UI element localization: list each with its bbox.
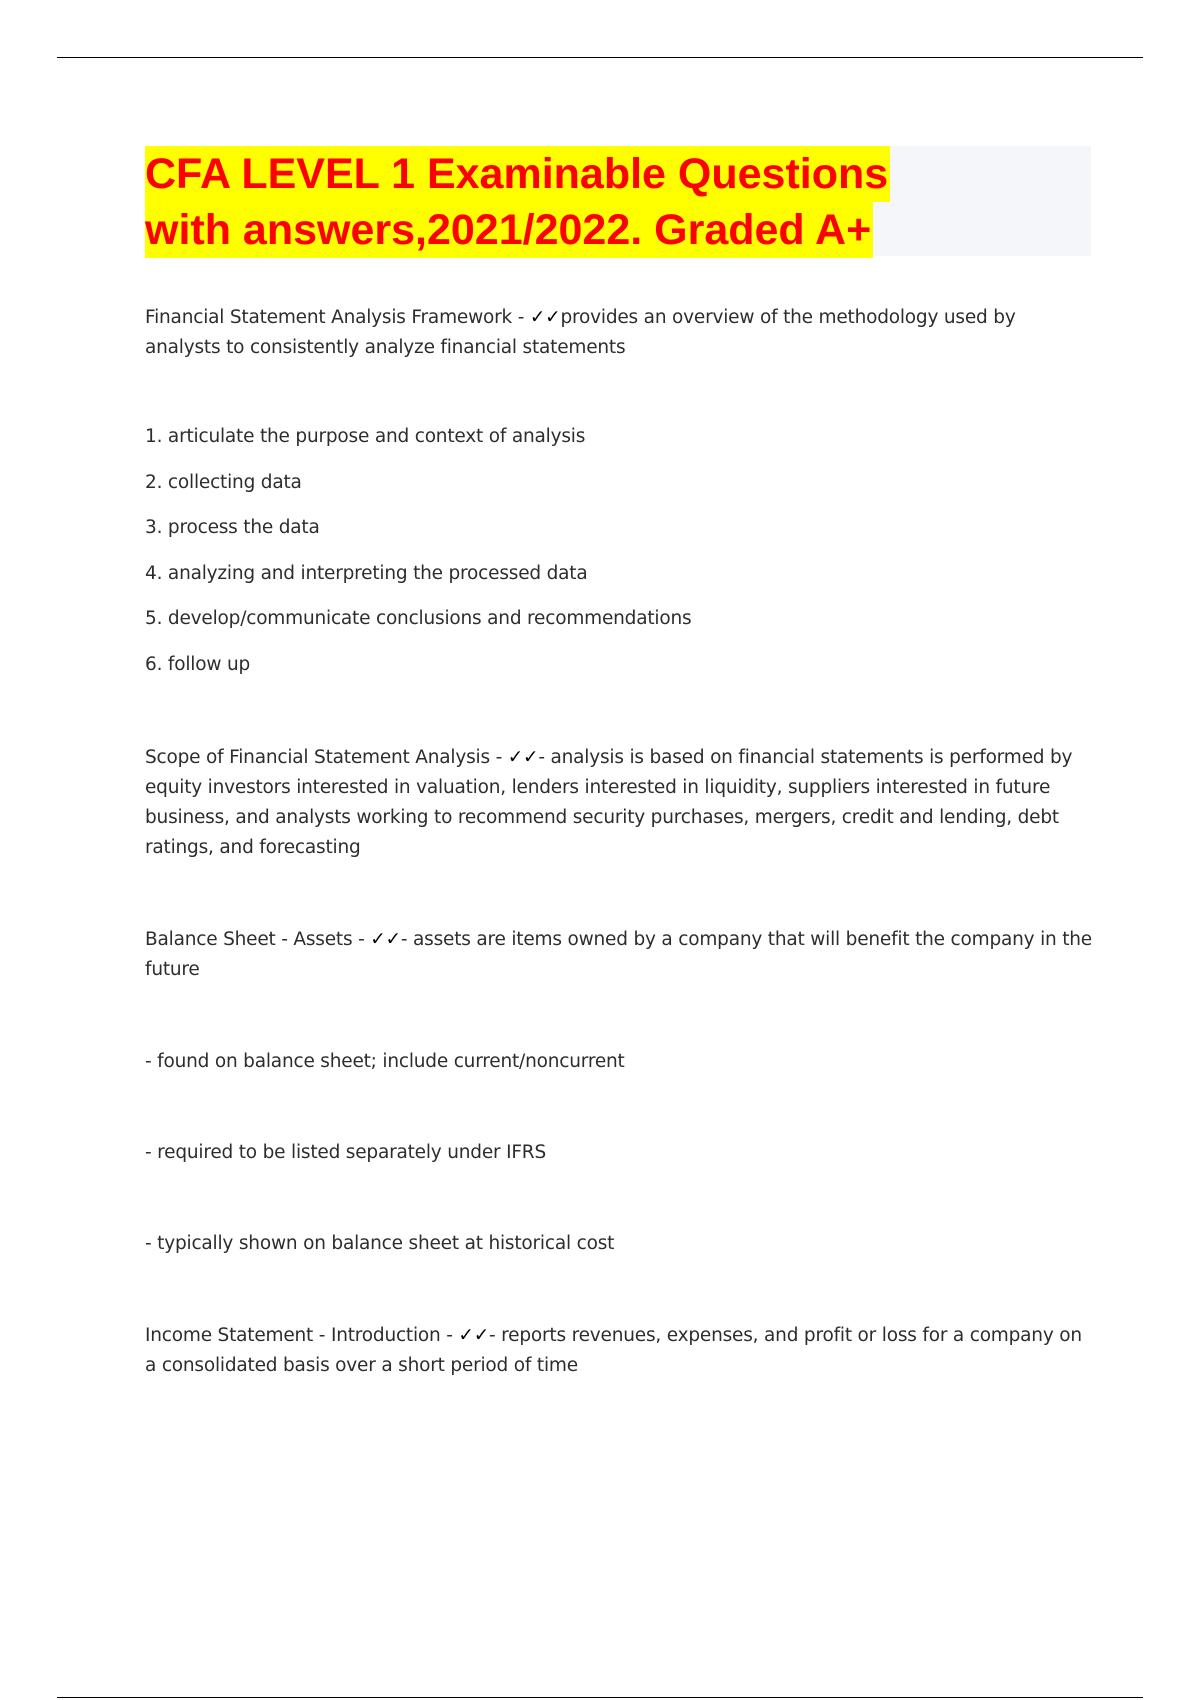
entry-term: Income Statement - Introduction - — [145, 1325, 459, 1346]
top-rule — [57, 57, 1143, 58]
asset-note: - required to be listed separately under IFRS — [145, 1142, 546, 1163]
double-check-icon: ✓✓ — [458, 1325, 490, 1346]
double-check-icon: ✓✓ — [529, 307, 561, 328]
entry-financial-statement-analysis-framework — [145, 303, 1095, 363]
step-item: 4. analyzing and interpreting the processed data — [145, 563, 588, 584]
step-item: 2. collecting data — [145, 472, 302, 493]
entry-definition: - reports revenues, expenses, and profit or loss for a company on a consolidated basis over a short period of time — [145, 1325, 1082, 1376]
double-check-icon: ✓✓ — [370, 929, 401, 950]
entry-definition: - assets are items owned by a company that will benefit the company in the future — [145, 929, 1092, 980]
asset-note: - found on balance sheet; include current/noncurrent — [145, 1051, 625, 1072]
bottom-rule — [57, 1697, 1143, 1698]
entry-term: Scope of Financial Statement Analysis - — [145, 747, 508, 768]
entry-balance-sheet-assets — [145, 925, 1095, 985]
step-item: 5. develop/communicate conclusions and recommendations — [145, 608, 692, 629]
entry-scope-of-financial-statement-analysis — [145, 743, 1095, 863]
step-item: 3. process the data — [145, 517, 320, 538]
document-title — [145, 146, 890, 258]
entry-definition: provides an overview of the methodology used by analysts to consistently analyze financial statements — [145, 307, 1016, 358]
double-check-icon: ✓✓ — [507, 747, 539, 768]
title-line-2: with answers,2021/2022. Graded A+ — [145, 202, 873, 258]
asset-note: - typically shown on balance sheet at historical cost — [145, 1233, 615, 1254]
entry-income-statement-introduction — [145, 1321, 1095, 1381]
title-line-1: CFA LEVEL 1 Examinable Questions — [145, 146, 890, 202]
step-item: 6. follow up — [145, 654, 251, 675]
step-item: 1. articulate the purpose and context of analysis — [145, 426, 586, 447]
entry-term: Financial Statement Analysis Framework - — [145, 307, 530, 328]
entry-term: Balance Sheet - Assets - — [145, 929, 371, 950]
entry-definition: - analysis is based on financial statements is performed by equity investors interested in valuation, lenders interested in liquidity, suppliers interested in future business, and analysts working to recommend security purchases, mergers, credit and lending, debt ratings, and forecasting — [145, 747, 1073, 858]
